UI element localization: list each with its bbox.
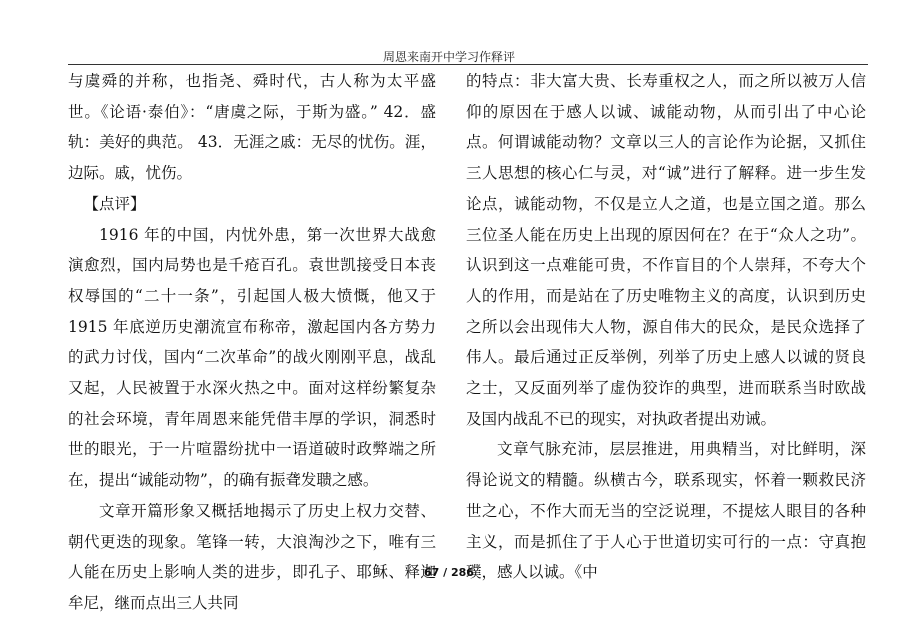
header-rule: [68, 64, 868, 65]
running-header: 周恩来南开中学习作释评: [382, 50, 515, 64]
left-column: [68, 66, 436, 619]
comment-paragraph-3: 文章气脉充沛，层层推进，用典精当，对比鲜明，深得论说文的精髓。纵横古今，联系现实，怀着一颗救民济世之心，不作大而无当的空泛说理，不提炫人眼目的各种主义，而是抓住了于人心于世道切实可行的一点：守真抱璞，感人以诚。《中: [466, 440, 866, 582]
comment-heading: 【点评】: [83, 194, 146, 213]
comment-paragraph-2: 文章开篇形象又概括地揭示了历史上权力交替、朝代更迭的现象。笔锋一转，大浪淘沙之下，唯有三人能在历史上影响人类的进步，即孔子、耶稣、释迦牟尼，继而点出三人共同: [68, 501, 436, 612]
comment-paragraph-2-continuation: 的特点：非大富大贵、长寿重权之人，而之所以被万人信仰的原因在于感人以诚、诚能动物，从而引出了中心论点。何谓诚能动物？文章以三人的言论作为论据，又抓住三人思想的核心仁与灵，对“诚”进行了解释。进一步生发论点，诚能动物，不仅是立人之道，也是立国之道。那么三位圣人能在历史上出现的原因何在？在于“众人之功”。认识到这一点难能可贵，不作盲目的个人崇拜，不夸大个人的作用，而是站在了历史唯物主义的高度，认识到历史之所以会出现伟大人物，源自伟大的民众，是民众选择了伟人。最后通过正反举例，列举了历史上感人以诚的贤良之士，又反面列举了虚伪狡诈的典型，进而联系当时欧战及国内战乱不已的现实，对执政者提出劝诫。: [466, 72, 866, 428]
comment-paragraph-1: 1916 年的中国，内忧外患，第一次世界大战愈演愈烈，国内局势也是千疮百孔。袁世凯接受日本丧权辱国的“二十一条”，引起国人极大愤慨，他又于 1915 年底逆历史潮流宣布称帝，激起国内各方势力的武力讨伐，国内“二次革命”的战火刚刚平息，战乱又起，人民被置于水深火热之中。面对这样纷繁复杂的社会环境，青年周恩来能凭借丰厚的学识，洞悉时世的眼光，于一片喧嚣纷扰中一语道破时政弊端之所在，提出“诚能动物”，的确有振聋发聩之感。: [68, 225, 436, 490]
note-continuation: 与虞舜的并称，也指尧、舜时代，古人称为太平盛世。《论语·泰伯》：“唐虞之际，于斯为盛。” 42．盛轨：美好的典范。 43．无涯之戚：无尽的忧伤。涯，边际。戚，忧伤。: [68, 72, 436, 183]
right-column: [466, 66, 866, 588]
page-number: 67 / 286: [424, 566, 474, 579]
